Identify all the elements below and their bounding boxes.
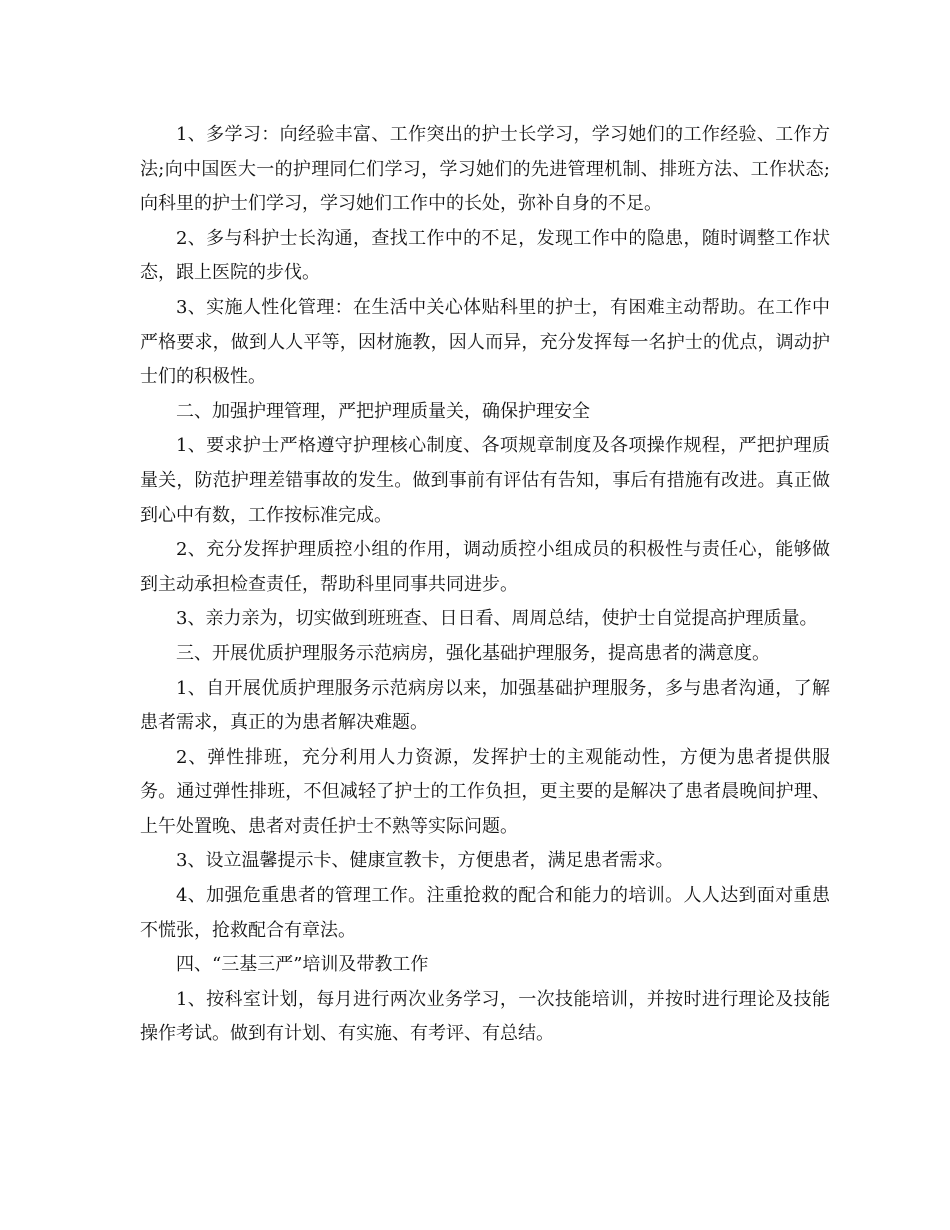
paragraph-3: 3、实施人性化管理：在生活中关心体贴科里的护士，有困难主动帮助。在工作中严格要求，做到人人平等，因材施教，因人而异，充分发挥每一名护士的优点，调动护士们的积极性。 bbox=[140, 296, 830, 388]
paragraph-4: 1、要求护士严格遵守护理核心制度、各项规章制度及各项操作规程，严把护理质量关，防范护理差错事故的发生。做到事前有评估有告知，事后有措施有改进。真正做到心中有数，工作按标准完成。 bbox=[140, 435, 830, 526]
section-heading-3: 三、开展优质护理服务示范病房，强化基础护理服务，提高患者的满意度。 bbox=[176, 642, 770, 664]
paragraph-2: 2、多与科护士长沟通，查找工作中的不足，发现工作中的隐患，随时调整工作状态，跟上医院的步伐。 bbox=[140, 227, 830, 284]
paragraph-9: 3、设立温馨提示卡、健康宣教卡，方便患者，满足患者需求。 bbox=[176, 850, 674, 872]
paragraph-5: 2、充分发挥护理质控小组的作用，调动质控小组成员的积极性与责任心，能够做到主动承担检查责任，帮助科里同事共同进步。 bbox=[140, 539, 830, 595]
paragraph-10: 4、加强危重患者的管理工作。注重抢救的配合和能力的培训。人人达到面对重患不慌张，抢救配合有章法。 bbox=[140, 885, 830, 941]
paragraph-11: 1、按科室计划，每月进行两次业务学习，一次技能培训，并按时进行理论及技能操作考试。做到有计划、有实施、有考评、有总结。 bbox=[140, 988, 830, 1045]
document-body bbox=[140, 118, 830, 1052]
paragraph-7: 1、自开展优质护理服务示范病房以来，加强基础护理服务，多与患者沟通，了解患者需求，真正的为患者解决难题。 bbox=[140, 677, 830, 734]
section-heading-2: 二、加强护理管理，严把护理质量关，确保护理安全 bbox=[176, 400, 590, 422]
paragraph-8: 2、弹性排班，充分利用人力资源，发挥护士的主观能动性，方便为患者提供服务。通过弹性排班，不但减轻了护士的工作负担，更主要的是解决了患者晨晚间护理、上午处置晚、患者对责任护士不熟等实际问题。 bbox=[140, 746, 830, 837]
section-heading-4: 四、“三基三严”培训及带教工作 bbox=[176, 954, 429, 976]
paragraph-1: 1、多学习：向经验丰富、工作突出的护士长学习，学习她们的工作经验、工作方法;向中国医大一的护理同仁们学习，学习她们的先进管理机制、排班方法、工作状态;向科里的护士们学习，学习她们工作中的长处，弥补自身的不足。 bbox=[140, 124, 830, 215]
paragraph-6: 3、亲力亲为，切实做到班班查、日日看、周周总结，使护士自觉提高护理质量。 bbox=[176, 608, 818, 630]
